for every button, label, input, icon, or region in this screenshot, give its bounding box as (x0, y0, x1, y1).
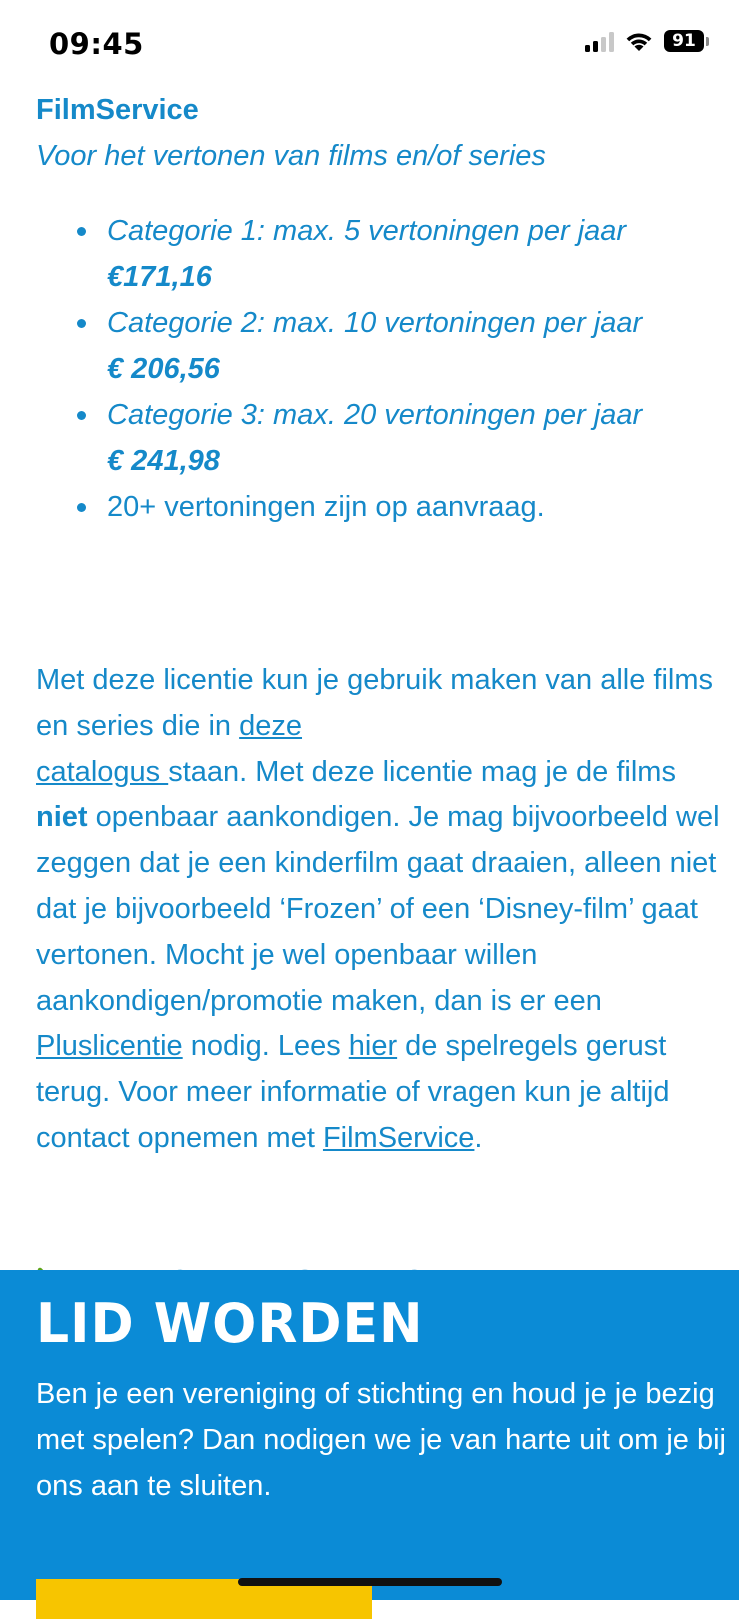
member-title: LID WORDEN (36, 1292, 424, 1356)
category-price: €171,16 (107, 261, 212, 293)
hier-link[interactable]: hier (348, 1030, 398, 1063)
status-time: 09:45 (49, 27, 144, 61)
battery-level: 91 (672, 31, 696, 51)
wifi-icon (624, 30, 654, 52)
description-text: nodig. Lees (182, 1030, 349, 1063)
status-bar (0, 0, 739, 90)
bullet-icon (77, 227, 86, 236)
category-label: Categorie 3: max. 20 vertoningen per jaar (107, 399, 643, 431)
member-text: Ben je een vereniging of stichting en houd je je bezig met spelen? Dan nodigen we je van harte uit om je bij ons aan te sluiten. (36, 1378, 726, 1502)
battery-indicator (664, 30, 709, 52)
category-list (36, 208, 716, 530)
description-text: openbaar aankondigen. Je mag bijvoorbeeld wel zeggen dat je een kinderfilm gaat draaien, alleen niet dat je bijvoorbeeld ‘Frozen’ of een ‘Disney-film’ gaat vertonen. Mocht je wel openbaar willen aankondigen/promotie maken, dan is er een (36, 801, 720, 1017)
pluslicentie-link[interactable]: Pluslicentie (36, 1030, 183, 1063)
description-text: staan. Met deze licentie mag je de films (168, 755, 676, 788)
description-text: . (474, 1121, 483, 1154)
category-label: Categorie 2: max. 10 vertoningen per jaar (107, 307, 643, 339)
description-text: de spelregels gerust terug. Voor meer informatie of vragen kun je altijd contact opnemen met (36, 1030, 670, 1154)
signal-icon (585, 30, 614, 52)
category-price: € 206,56 (107, 353, 220, 385)
member-section (0, 1270, 739, 1600)
category-item-extra (36, 484, 716, 530)
category-label: Categorie 1: max. 5 vertoningen per jaar (107, 215, 627, 247)
category-price: € 241,98 (107, 445, 220, 477)
catalogus-link[interactable]: deze catalogus (36, 709, 303, 788)
license-title: FilmService (36, 94, 199, 126)
bullet-icon (77, 503, 86, 512)
battery-icon (664, 30, 704, 52)
home-indicator[interactable] (238, 1578, 502, 1586)
extra-bullet-text: 20+ vertoningen zijn op aanvraag. (107, 491, 545, 523)
license-subtitle: Voor het vertonen van films en/of series (36, 140, 546, 172)
category-item-2 (36, 300, 716, 392)
bullet-icon (77, 411, 86, 420)
battery-cap (706, 37, 709, 46)
filmservice-link[interactable]: FilmService (322, 1121, 475, 1154)
category-item-1 (36, 208, 716, 300)
status-icons (585, 30, 709, 52)
license-description (36, 658, 726, 1162)
category-item-3 (36, 392, 716, 484)
description-text: Met deze licentie kun je gebruik maken van alle films en series die in (36, 664, 713, 742)
description-bold: niet (36, 801, 88, 834)
bullet-icon (77, 319, 86, 328)
